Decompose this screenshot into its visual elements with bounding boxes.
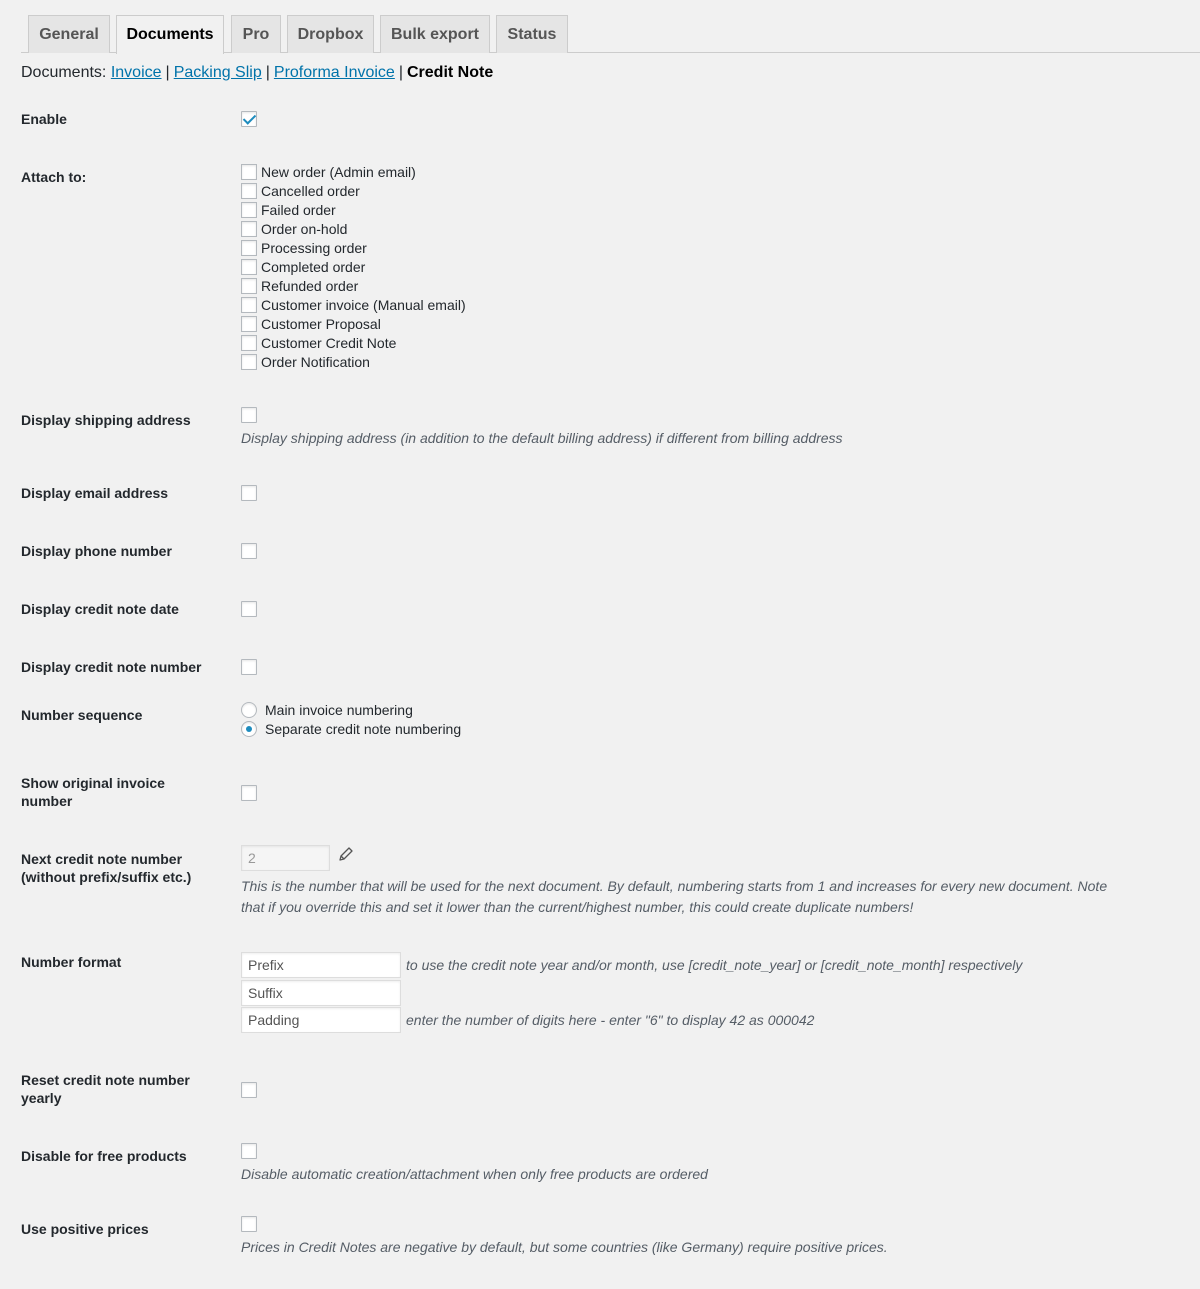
display-phone-checkbox[interactable] (241, 543, 257, 559)
attach-option-row[interactable] (241, 181, 360, 200)
padding-hint: enter the number of digits here - enter "6" to display 42 as 000042 (406, 1012, 815, 1028)
document-nav-prefix: Documents: (21, 64, 107, 81)
show-original-label (21, 774, 221, 810)
attach-checkbox[interactable] (241, 164, 257, 180)
attach-option-label: Completed order (261, 258, 366, 275)
attach-option-row[interactable] (241, 200, 336, 219)
number-sequence-label: Number sequence (21, 707, 143, 723)
next-number-label-line2: (without prefix/suffix etc.) (21, 869, 192, 885)
sequence-option-main[interactable] (241, 700, 413, 719)
next-number-description-line1: This is the number that will be used for the next document. By default, numbering starts from 1 and increases for every new document. Note (241, 878, 1108, 894)
display-shipping-checkbox[interactable] (241, 407, 257, 423)
nav-separator: | (165, 64, 170, 81)
display-shipping-label: Display shipping address (21, 412, 191, 428)
attach-checkbox[interactable] (241, 335, 257, 351)
next-number-label (21, 850, 221, 886)
attach-option-label: Cancelled order (261, 182, 360, 199)
positive-prices-label: Use positive prices (21, 1221, 149, 1237)
tab-bulk-export[interactable]: Bulk export (380, 15, 490, 53)
reset-yearly-label (21, 1071, 221, 1107)
attach-checkbox[interactable] (241, 354, 257, 370)
attach-checkbox[interactable] (241, 202, 257, 218)
attach-option-row[interactable] (241, 257, 365, 276)
display-number-checkbox[interactable] (241, 659, 257, 675)
enable-checkbox[interactable] (241, 111, 257, 127)
document-nav (21, 64, 493, 82)
attach-to-label: Attach to: (21, 169, 87, 185)
doc-link-proforma-invoice[interactable]: Proforma Invoice (273, 64, 395, 81)
display-number-label: Display credit note number (21, 659, 202, 675)
doc-link-invoice[interactable]: Invoice (110, 64, 162, 81)
next-number-input[interactable]: 2 (241, 845, 330, 871)
attach-option-row[interactable] (241, 219, 347, 238)
attach-option-row[interactable] (241, 162, 416, 181)
attach-option-label: Failed order (261, 201, 336, 218)
tab-pro[interactable]: Pro (231, 15, 281, 53)
attach-checkbox[interactable] (241, 221, 257, 237)
attach-option-row[interactable] (241, 352, 370, 371)
attach-option-label: Order Notification (261, 353, 370, 370)
attach-option-label: Customer invoice (Manual email) (261, 296, 466, 313)
attach-option-label: Customer Proposal (261, 315, 381, 332)
attach-checkbox[interactable] (241, 240, 257, 256)
nav-separator: | (398, 64, 403, 81)
next-number-description (241, 876, 1181, 918)
attach-checkbox[interactable] (241, 259, 257, 275)
display-email-label: Display email address (21, 485, 169, 501)
show-original-label-line1: Show original invoice (21, 775, 165, 791)
tab-general[interactable]: General (28, 15, 110, 53)
attach-option-label: Order on-hold (261, 220, 348, 237)
disable-free-label: Disable for free products (21, 1148, 187, 1164)
attach-option-row[interactable] (241, 333, 396, 352)
sequence-option-separate[interactable] (241, 719, 461, 738)
attach-option-row[interactable] (241, 314, 381, 333)
disable-free-description: Disable automatic creation/attachment when only free products are ordered (241, 1166, 708, 1182)
attach-option-row[interactable] (241, 238, 367, 257)
attach-option-label: Refunded order (261, 277, 359, 294)
positive-prices-description: Prices in Credit Notes are negative by default, but some countries (like Germany) require positive prices. (241, 1239, 888, 1255)
reset-yearly-label-line1: Reset credit note number (21, 1072, 190, 1088)
show-original-checkbox[interactable] (241, 785, 257, 801)
radio-separate-numbering[interactable] (241, 721, 257, 737)
positive-prices-checkbox[interactable] (241, 1216, 257, 1232)
enable-label: Enable (21, 111, 67, 127)
doc-link-packing-slip[interactable]: Packing Slip (173, 64, 262, 81)
next-number-description-line2: that if you override this and set it lower than the current/highest number, this could create duplicate numbers! (241, 899, 914, 915)
attach-option-label: Customer Credit Note (261, 334, 397, 351)
tab-status[interactable]: Status (496, 15, 568, 53)
attach-option-row[interactable] (241, 295, 466, 314)
sequence-option-label: Main invoice numbering (265, 701, 413, 718)
attach-checkbox[interactable] (241, 297, 257, 313)
reset-yearly-label-line2: yearly (21, 1090, 62, 1106)
display-phone-label: Display phone number (21, 543, 172, 559)
sequence-option-label: Separate credit note numbering (265, 720, 462, 737)
padding-input[interactable]: Padding (241, 1007, 401, 1033)
nav-separator: | (265, 64, 270, 81)
display-date-label: Display credit note date (21, 601, 179, 617)
number-format-label: Number format (21, 954, 122, 970)
attach-checkbox[interactable] (241, 316, 257, 332)
display-email-checkbox[interactable] (241, 485, 257, 501)
attach-option-label: Processing order (261, 239, 367, 256)
display-shipping-description: Display shipping address (in addition to the default billing address) if different from billing address (241, 430, 843, 446)
doc-current-credit-note: Credit Note (406, 64, 494, 81)
suffix-input[interactable]: Suffix (241, 980, 401, 1006)
disable-free-checkbox[interactable] (241, 1143, 257, 1159)
display-date-checkbox[interactable] (241, 601, 257, 617)
prefix-hint: to use the credit note year and/or month, use [credit_note_year] or [credit_note_month] respectively (406, 957, 1023, 973)
attach-checkbox[interactable] (241, 183, 257, 199)
reset-yearly-checkbox[interactable] (241, 1082, 257, 1098)
prefix-input[interactable]: Prefix (241, 952, 401, 978)
attach-option-label: New order (Admin email) (261, 163, 416, 180)
tab-dropbox[interactable]: Dropbox (287, 15, 374, 53)
attach-option-row[interactable] (241, 276, 358, 295)
pencil-icon[interactable] (338, 846, 354, 862)
next-number-label-line1: Next credit note number (21, 851, 183, 867)
attach-checkbox[interactable] (241, 278, 257, 294)
radio-main-invoice-numbering[interactable] (241, 702, 257, 718)
tab-documents[interactable]: Documents (116, 15, 224, 54)
show-original-label-line2: number (21, 793, 73, 809)
